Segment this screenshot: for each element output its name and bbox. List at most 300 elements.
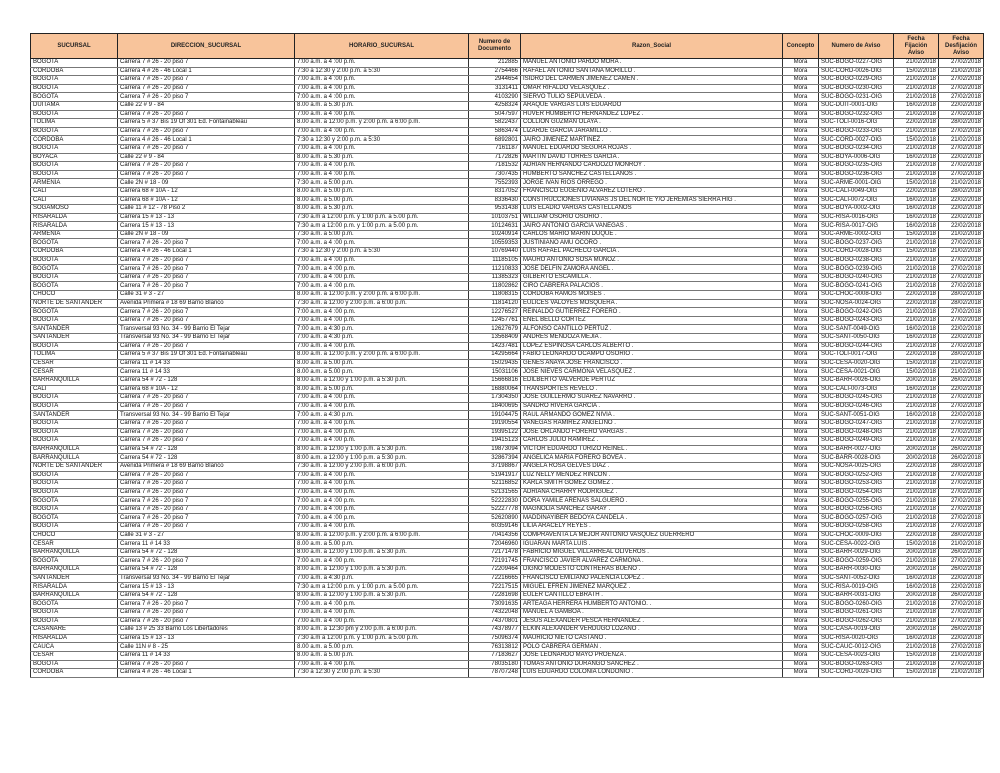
cell-razon-social[interactable]: JAIRO ANTONIO GARCIA VANEGAS . xyxy=(521,222,783,231)
cell-sucursal[interactable]: BOGOTA xyxy=(31,316,118,325)
cell-fecha-desfijacion[interactable]: 27/02/2018 xyxy=(939,523,984,532)
cell-numero-documento[interactable]: 18400695 xyxy=(469,402,521,411)
cell-horario-sucursal[interactable]: 7:00 a.m. a 4:30 p.m. xyxy=(295,325,469,334)
cell-sucursal[interactable]: RISARALDA xyxy=(31,213,118,222)
cell-fecha-desfijacion[interactable]: 27/02/2018 xyxy=(939,342,984,351)
cell-razon-social[interactable]: ARTEAGA HERRERA HUMBERTO ANTONIO. . xyxy=(521,600,783,609)
cell-numero-documento[interactable]: 4258324 xyxy=(469,101,521,110)
cell-numero-aviso[interactable]: SUC-CORD-0026-OIG xyxy=(819,67,894,76)
cell-numero-aviso[interactable]: SUC-BOGO-0241-OIG xyxy=(819,282,894,291)
cell-sucursal[interactable]: CESAR xyxy=(31,540,118,549)
cell-numero-aviso[interactable]: SUC-BARR-0030-OIG xyxy=(819,566,894,575)
cell-concepto[interactable]: Mora xyxy=(783,205,819,214)
cell-direccion-sucursal[interactable]: Carrera 7 # 26 - 20 piso 7 xyxy=(118,437,295,446)
cell-sucursal[interactable]: BARRANQUILLA xyxy=(31,376,118,385)
cell-fecha-desfijacion[interactable]: 22/02/2018 xyxy=(939,205,984,214)
cell-fecha-desfijacion[interactable]: 21/02/2018 xyxy=(939,368,984,377)
cell-direccion-sucursal[interactable]: Carrera 54 # 72 - 128 xyxy=(118,454,295,463)
cell-numero-documento[interactable]: 32867394 xyxy=(469,454,521,463)
cell-numero-documento[interactable]: 19395122 xyxy=(469,428,521,437)
cell-fecha-fijacion[interactable]: 21/02/2018 xyxy=(894,282,939,291)
cell-fecha-desfijacion[interactable]: 27/02/2018 xyxy=(939,273,984,282)
cell-numero-aviso[interactable]: SUC-BOGO-0229-OIG xyxy=(819,76,894,85)
cell-fecha-fijacion[interactable]: 16/02/2018 xyxy=(894,334,939,343)
cell-direccion-sucursal[interactable]: Carrera 7 # 26 - 20 piso 7 xyxy=(118,600,295,609)
cell-numero-documento[interactable]: 4103290 xyxy=(469,93,521,102)
cell-numero-aviso[interactable]: SUC-CORD-0029-OIG xyxy=(819,669,894,678)
cell-fecha-fijacion[interactable]: 16/02/2018 xyxy=(894,101,939,110)
cell-direccion-sucursal[interactable]: Carrera 54 # 72 - 128 xyxy=(118,591,295,600)
cell-fecha-desfijacion[interactable]: 22/02/2018 xyxy=(939,213,984,222)
cell-sucursal[interactable]: CORDOBA xyxy=(31,67,118,76)
cell-razon-social[interactable]: POLO CABRERA GERMAN . xyxy=(521,643,783,652)
column-header-concepto[interactable]: Concepto xyxy=(783,34,819,59)
cell-fecha-fijacion[interactable]: 21/02/2018 xyxy=(894,557,939,566)
cell-razon-social[interactable]: EULICES VALOYES MOSQUERA . xyxy=(521,299,783,308)
cell-razon-social[interactable]: JOSE GUILLERMO SUAREZ NAVARRO . xyxy=(521,394,783,403)
cell-numero-aviso[interactable]: SUC-CALI-0073-OIG xyxy=(819,385,894,394)
cell-sucursal[interactable]: BOGOTA xyxy=(31,609,118,618)
cell-numero-aviso[interactable]: SUC-BARR-0029-OIG xyxy=(819,548,894,557)
cell-numero-documento[interactable]: 19873094 xyxy=(469,445,521,454)
cell-concepto[interactable]: Mora xyxy=(783,162,819,171)
cell-horario-sucursal[interactable]: 7:00 a.m. a 4 :00 p.m. xyxy=(295,256,469,265)
cell-sucursal[interactable]: BOGOTA xyxy=(31,480,118,489)
cell-razon-social[interactable]: MAURICIO NIETO CASTAÑO . xyxy=(521,634,783,643)
cell-numero-documento[interactable]: 11802862 xyxy=(469,282,521,291)
cell-direccion-sucursal[interactable]: Carrera 5 # 37 Bis 19 Of 301 Ed. Fontainableau xyxy=(118,119,295,128)
cell-direccion-sucursal[interactable]: Carrera 68 # 10A - 12 xyxy=(118,187,295,196)
cell-fecha-fijacion[interactable]: 21/02/2018 xyxy=(894,643,939,652)
cell-fecha-desfijacion[interactable]: 26/02/2018 xyxy=(939,376,984,385)
cell-numero-aviso[interactable]: SUC-BOGO-0234-OIG xyxy=(819,144,894,153)
cell-fecha-desfijacion[interactable]: 28/02/2018 xyxy=(939,291,984,300)
cell-numero-aviso[interactable]: SUC-BOGO-0239-OIG xyxy=(819,265,894,274)
cell-concepto[interactable]: Mora xyxy=(783,583,819,592)
cell-fecha-fijacion[interactable]: 16/02/2018 xyxy=(894,213,939,222)
cell-sucursal[interactable]: RISARALDA xyxy=(31,222,118,231)
cell-direccion-sucursal[interactable]: Carrera 7 # 26 - 20 piso 7 xyxy=(118,471,295,480)
cell-fecha-fijacion[interactable]: 21/02/2018 xyxy=(894,480,939,489)
cell-fecha-fijacion[interactable]: 20/02/2018 xyxy=(894,445,939,454)
cell-sucursal[interactable]: BOGOTA xyxy=(31,144,118,153)
cell-numero-documento[interactable]: 11185105 xyxy=(469,256,521,265)
cell-sucursal[interactable]: BOGOTA xyxy=(31,617,118,626)
cell-numero-documento[interactable]: 72046960 xyxy=(469,540,521,549)
cell-direccion-sucursal[interactable]: Carrera 4 # 26 - 46 Local 1 xyxy=(118,67,295,76)
cell-fecha-desfijacion[interactable]: 22/02/2018 xyxy=(939,222,984,231)
cell-direccion-sucursal[interactable]: Carrera 7 # 26 - 20 piso 7 xyxy=(118,497,295,506)
cell-concepto[interactable]: Mora xyxy=(783,316,819,325)
cell-fecha-desfijacion[interactable]: 27/02/2018 xyxy=(939,239,984,248)
cell-fecha-desfijacion[interactable]: 22/02/2018 xyxy=(939,411,984,420)
cell-concepto[interactable]: Mora xyxy=(783,144,819,153)
cell-concepto[interactable]: Mora xyxy=(783,187,819,196)
cell-fecha-desfijacion[interactable]: 27/02/2018 xyxy=(939,600,984,609)
cell-direccion-sucursal[interactable]: Calle 2N # 18 - 09 xyxy=(118,179,295,188)
cell-horario-sucursal[interactable]: 7:00 a.m. a 4 :00 p.m. xyxy=(295,514,469,523)
cell-concepto[interactable]: Mora xyxy=(783,230,819,239)
cell-fecha-fijacion[interactable]: 15/02/2018 xyxy=(894,540,939,549)
cell-concepto[interactable]: Mora xyxy=(783,505,819,514)
cell-razon-social[interactable]: MANUEL EDUARDO SEGURA ROJAS . xyxy=(521,144,783,153)
cell-numero-aviso[interactable]: SUC-BOGO-0247-OIG xyxy=(819,419,894,428)
cell-razon-social[interactable]: LIZARDE GARCIA JARAMILLO . xyxy=(521,127,783,136)
cell-fecha-desfijacion[interactable]: 27/02/2018 xyxy=(939,316,984,325)
cell-razon-social[interactable]: HUMBERTO SANCHEZ CASTELLANOS . xyxy=(521,170,783,179)
cell-direccion-sucursal[interactable]: Carrera 7 # 26 - 20 piso 7 xyxy=(118,110,295,119)
cell-direccion-sucursal[interactable]: Carrera 54 # 72 - 128 xyxy=(118,376,295,385)
cell-concepto[interactable]: Mora xyxy=(783,609,819,618)
cell-fecha-fijacion[interactable]: 21/02/2018 xyxy=(894,660,939,669)
cell-concepto[interactable]: Mora xyxy=(783,480,819,489)
cell-fecha-desfijacion[interactable]: 26/02/2018 xyxy=(939,566,984,575)
cell-direccion-sucursal[interactable]: Calle 31 # 3 - 27 xyxy=(118,291,295,300)
cell-numero-documento[interactable]: 19104475 xyxy=(469,411,521,420)
cell-fecha-desfijacion[interactable]: 21/02/2018 xyxy=(939,669,984,678)
cell-sucursal[interactable]: RISARALDA xyxy=(31,583,118,592)
cell-sucursal[interactable]: BOGOTA xyxy=(31,342,118,351)
cell-numero-aviso[interactable]: SUC-BOGO-0256-OIG xyxy=(819,505,894,514)
cell-numero-aviso[interactable]: SUC-CORD-0028-OIG xyxy=(819,248,894,257)
cell-direccion-sucursal[interactable]: Transversal 93 No. 34 - 99 Barrio El Tejar xyxy=(118,574,295,583)
cell-fecha-desfijacion[interactable]: 27/02/2018 xyxy=(939,256,984,265)
cell-sucursal[interactable]: BOGOTA xyxy=(31,239,118,248)
cell-horario-sucursal[interactable]: 7:00 a.m. a 4 :00 p.m. xyxy=(295,162,469,171)
cell-concepto[interactable]: Mora xyxy=(783,282,819,291)
cell-horario-sucursal[interactable]: 8:00 a.m. a 12:00 y 1:00 p.m. a 5:30 p.m. xyxy=(295,566,469,575)
cell-concepto[interactable]: Mora xyxy=(783,308,819,317)
cell-numero-aviso[interactable]: SUC-CESA-0021-OIG xyxy=(819,368,894,377)
cell-numero-documento[interactable]: 77183627 xyxy=(469,651,521,660)
cell-sucursal[interactable]: BOGOTA xyxy=(31,93,118,102)
cell-numero-aviso[interactable]: SUC-BOGO-0233-OIG xyxy=(819,127,894,136)
cell-sucursal[interactable]: NORTE DE SANTANDER xyxy=(31,462,118,471)
cell-horario-sucursal[interactable]: 8:00 a.m. a 12:00 y 1:00 p.m. a 5:30 p.m. xyxy=(295,454,469,463)
cell-horario-sucursal[interactable]: 7:30 a.m a 12:00 p.m. y 1:00 p.m. a 5.00 p.m. xyxy=(295,583,469,592)
cell-numero-documento[interactable]: 74378977 xyxy=(469,626,521,635)
cell-direccion-sucursal[interactable]: Carrera 7 # 26 - 20 piso 7 xyxy=(118,84,295,93)
cell-sucursal[interactable]: BARRANQUILLA xyxy=(31,566,118,575)
cell-razon-social[interactable]: REINALDO GUTIERREZ FORERO . xyxy=(521,308,783,317)
cell-razon-social[interactable]: MAURO ANTONIO SOSA MUÑOZ . xyxy=(521,256,783,265)
cell-horario-sucursal[interactable]: 7:00 a.m. a 4 :00 p.m. xyxy=(295,59,469,68)
cell-concepto[interactable]: Mora xyxy=(783,265,819,274)
cell-direccion-sucursal[interactable]: Carrera 7 # 26 - 20 piso 7 xyxy=(118,523,295,532)
cell-numero-aviso[interactable]: SUC-SANT-0052-OIG xyxy=(819,574,894,583)
cell-fecha-desfijacion[interactable]: 27/02/2018 xyxy=(939,557,984,566)
cell-numero-documento[interactable]: 2754466 xyxy=(469,67,521,76)
cell-numero-aviso[interactable]: SUC-ARME-0002-OIG xyxy=(819,230,894,239)
cell-direccion-sucursal[interactable]: Carrera 7 # 26 - 20 piso 7 xyxy=(118,394,295,403)
cell-horario-sucursal[interactable]: 7:30 a.m. a 12:00 y 2:00 p.m. a 6:00 p.m. xyxy=(295,462,469,471)
cell-numero-aviso[interactable]: SUC-BOGO-0255-OIG xyxy=(819,497,894,506)
cell-numero-documento[interactable]: 12627679 xyxy=(469,325,521,334)
cell-numero-aviso[interactable]: SUC-BOYA-0006-OIG xyxy=(819,153,894,162)
cell-horario-sucursal[interactable]: 7:30 a.m a 12:00 p.m. y 1:00 p.m. a 5.00 p.m. xyxy=(295,213,469,222)
cell-numero-documento[interactable]: 212885 xyxy=(469,59,521,68)
cell-fecha-fijacion[interactable]: 21/02/2018 xyxy=(894,84,939,93)
cell-fecha-desfijacion[interactable]: 21/02/2018 xyxy=(939,540,984,549)
cell-concepto[interactable]: Mora xyxy=(783,531,819,540)
cell-razon-social[interactable]: JOSE DELFIN ZAMORA ANGEL . xyxy=(521,265,783,274)
cell-razon-social[interactable]: MAGNOLIA SANCHEZ GARAY . xyxy=(521,505,783,514)
cell-fecha-fijacion[interactable]: 20/02/2018 xyxy=(894,376,939,385)
cell-sucursal[interactable]: BARRANQUILLA xyxy=(31,454,118,463)
cell-numero-aviso[interactable]: SUC-BOGO-0238-OIG xyxy=(819,256,894,265)
cell-sucursal[interactable]: CORDOBA xyxy=(31,669,118,678)
cell-sucursal[interactable]: CORDOBA xyxy=(31,136,118,145)
cell-sucursal[interactable]: CALI xyxy=(31,385,118,394)
cell-sucursal[interactable]: NORTE DE SANTANDER xyxy=(31,299,118,308)
cell-razon-social[interactable]: MIGUEL EFREN JIMENEZ MARQUEZ . xyxy=(521,583,783,592)
cell-direccion-sucursal[interactable]: Carrera 7 # 26 - 20 piso 7 xyxy=(118,170,295,179)
cell-concepto[interactable]: Mora xyxy=(783,325,819,334)
cell-concepto[interactable]: Mora xyxy=(783,351,819,360)
cell-razon-social[interactable]: COMPRAVENTA LA MEJOR ANTONIO VASQUEZ GUERRERO xyxy=(521,531,783,540)
cell-direccion-sucursal[interactable]: Calle 11N # 8 - 25 xyxy=(118,643,295,652)
column-header-direccion-sucursal[interactable]: DIRECCION_SUCURSAL xyxy=(118,34,295,59)
cell-numero-documento[interactable]: 72216665 xyxy=(469,574,521,583)
cell-numero-aviso[interactable]: SUC-BOGO-0263-OIG xyxy=(819,660,894,669)
cell-razon-social[interactable]: CARLOS MARIO MARIN DUQUE . xyxy=(521,230,783,239)
cell-fecha-fijacion[interactable]: 21/02/2018 xyxy=(894,127,939,136)
cell-horario-sucursal[interactable]: 7:00 a.m. a 4 :00 p.m. xyxy=(295,505,469,514)
cell-numero-documento[interactable]: 5047597 xyxy=(469,110,521,119)
cell-numero-documento[interactable]: 19415123 xyxy=(469,437,521,446)
cell-horario-sucursal[interactable]: 7:00 a.m. a 4 :00 p.m. xyxy=(295,265,469,274)
cell-numero-aviso[interactable]: SUC-RISA-0020-OIG xyxy=(819,634,894,643)
cell-sucursal[interactable]: BOGOTA xyxy=(31,523,118,532)
cell-direccion-sucursal[interactable]: Calle 31 # 3 - 27 xyxy=(118,531,295,540)
cell-concepto[interactable]: Mora xyxy=(783,385,819,394)
cell-concepto[interactable]: Mora xyxy=(783,334,819,343)
cell-direccion-sucursal[interactable]: Carrera 11 # 14 33 xyxy=(118,368,295,377)
cell-razon-social[interactable]: CORDOBA RAMOS MOISES . xyxy=(521,291,783,300)
cell-razon-social[interactable]: TOMAS ANTONIO DURANGO SANCHEZ . xyxy=(521,660,783,669)
cell-razon-social[interactable]: ISIDRO DEL CARMEN JIMENEZ CAMEN . xyxy=(521,76,783,85)
cell-numero-aviso[interactable]: SUC-BOGO-0257-OIG xyxy=(819,514,894,523)
cell-sucursal[interactable]: TOLIMA xyxy=(31,119,118,128)
cell-direccion-sucursal[interactable]: Calle 22 # 9 - 84 xyxy=(118,153,295,162)
cell-direccion-sucursal[interactable]: Carrera 68 # 10A - 12 xyxy=(118,385,295,394)
cell-razon-social[interactable]: CIRO CABRERA PALACIOS . xyxy=(521,282,783,291)
cell-fecha-fijacion[interactable]: 15/02/2018 xyxy=(894,248,939,257)
cell-fecha-fijacion[interactable]: 15/02/2018 xyxy=(894,230,939,239)
cell-sucursal[interactable]: ARMENIA xyxy=(31,179,118,188)
cell-numero-documento[interactable]: 2944654 xyxy=(469,76,521,85)
cell-sucursal[interactable]: BOGOTA xyxy=(31,59,118,68)
cell-numero-aviso[interactable]: SUC-BOGO-0231-OIG xyxy=(819,93,894,102)
cell-fecha-fijacion[interactable]: 15/02/2018 xyxy=(894,359,939,368)
cell-direccion-sucursal[interactable]: Carrera 7 # 26 - 20 piso 7 xyxy=(118,273,295,282)
cell-numero-aviso[interactable]: SUC-BOGO-0245-OIG xyxy=(819,394,894,403)
cell-sucursal[interactable]: CASANARE xyxy=(31,626,118,635)
cell-razon-social[interactable]: FABIO LEONARDO OCAMPO OSORIO . xyxy=(521,351,783,360)
cell-direccion-sucursal[interactable]: Carrera 7 # 26 - 20 piso 7 xyxy=(118,617,295,626)
cell-numero-aviso[interactable]: SUC-BOGO-0254-OIG xyxy=(819,488,894,497)
cell-horario-sucursal[interactable]: 7:00 a.m. a 4 :00 p.m. xyxy=(295,609,469,618)
cell-fecha-fijacion[interactable]: 16/02/2018 xyxy=(894,196,939,205)
cell-numero-aviso[interactable]: SUC-BOGO-0243-OIG xyxy=(819,316,894,325)
cell-direccion-sucursal[interactable]: Carrera 7 # 26 - 20 piso 7 xyxy=(118,316,295,325)
cell-fecha-desfijacion[interactable]: 27/02/2018 xyxy=(939,419,984,428)
cell-numero-documento[interactable]: 76313812 xyxy=(469,643,521,652)
cell-direccion-sucursal[interactable]: Avenida Primera # 18 69 Barrio Blanco xyxy=(118,462,295,471)
cell-fecha-fijacion[interactable]: 22/02/2018 xyxy=(894,187,939,196)
cell-direccion-sucursal[interactable]: Carrera 11 # 14 33 xyxy=(118,651,295,660)
cell-sucursal[interactable]: BOGOTA xyxy=(31,488,118,497)
cell-concepto[interactable]: Mora xyxy=(783,376,819,385)
cell-sucursal[interactable]: CESAR xyxy=(31,359,118,368)
cell-sucursal[interactable]: BARRANQUILLA xyxy=(31,591,118,600)
cell-horario-sucursal[interactable]: 7:00 a.m. a 4 :00 p.m. xyxy=(295,308,469,317)
cell-horario-sucursal[interactable]: 7:00 a.m. a 4 :00 p.m. xyxy=(295,660,469,669)
cell-numero-aviso[interactable]: SUC-BARR-0026-OIG xyxy=(819,376,894,385)
cell-direccion-sucursal[interactable]: Carrera 15 # 13 - 13 xyxy=(118,583,295,592)
cell-numero-aviso[interactable]: SUC-BOGO-0236-OIG xyxy=(819,170,894,179)
cell-fecha-desfijacion[interactable]: 22/02/2018 xyxy=(939,385,984,394)
cell-sucursal[interactable]: BOGOTA xyxy=(31,402,118,411)
cell-numero-documento[interactable]: 75096374 xyxy=(469,634,521,643)
cell-horario-sucursal[interactable]: 7:00 a.m. a 4 :00 p.m. xyxy=(295,523,469,532)
cell-fecha-desfijacion[interactable]: 27/02/2018 xyxy=(939,428,984,437)
cell-numero-documento[interactable]: 72209464 xyxy=(469,566,521,575)
cell-concepto[interactable]: Mora xyxy=(783,101,819,110)
cell-fecha-desfijacion[interactable]: 21/02/2018 xyxy=(939,67,984,76)
cell-concepto[interactable]: Mora xyxy=(783,394,819,403)
cell-razon-social[interactable]: DIGNO MODESTO CONTRERAS BUENO . xyxy=(521,566,783,575)
cell-direccion-sucursal[interactable]: Avenida Primera # 18 69 Barrio Blanco xyxy=(118,299,295,308)
cell-fecha-fijacion[interactable]: 16/02/2018 xyxy=(894,634,939,643)
cell-razon-social[interactable]: RAFAEL ANTONIO SANTANA MORILLO . xyxy=(521,67,783,76)
cell-fecha-fijacion[interactable]: 21/02/2018 xyxy=(894,497,939,506)
cell-sucursal[interactable]: BOGOTA xyxy=(31,660,118,669)
cell-fecha-fijacion[interactable]: 16/02/2018 xyxy=(894,325,939,334)
cell-horario-sucursal[interactable]: 8:00 a.m. a 12:00 y 1:00 p.m. a 5:30 p.m. xyxy=(295,376,469,385)
cell-direccion-sucursal[interactable]: Transversal 93 No. 34 - 99 Barrio El Tejar xyxy=(118,411,295,420)
cell-fecha-desfijacion[interactable]: 27/02/2018 xyxy=(939,127,984,136)
cell-fecha-desfijacion[interactable]: 27/02/2018 xyxy=(939,505,984,514)
cell-direccion-sucursal[interactable]: Carrera 15 # 13 - 13 xyxy=(118,222,295,231)
cell-numero-documento[interactable]: 14237481 xyxy=(469,342,521,351)
cell-concepto[interactable]: Mora xyxy=(783,136,819,145)
cell-numero-aviso[interactable]: SUC-BOGO-0227-OIG xyxy=(819,59,894,68)
cell-fecha-desfijacion[interactable]: 22/02/2018 xyxy=(939,196,984,205)
cell-fecha-fijacion[interactable]: 16/02/2018 xyxy=(894,385,939,394)
cell-concepto[interactable]: Mora xyxy=(783,497,819,506)
cell-fecha-desfijacion[interactable]: 27/02/2018 xyxy=(939,394,984,403)
cell-sucursal[interactable]: SOGAMOSO xyxy=(31,205,118,214)
cell-numero-documento[interactable]: 52227778 xyxy=(469,505,521,514)
cell-razon-social[interactable]: FRANCISCO EMILIANO PALENCIA LOPEZ . xyxy=(521,574,783,583)
cell-fecha-desfijacion[interactable]: 27/02/2018 xyxy=(939,93,984,102)
cell-concepto[interactable]: Mora xyxy=(783,153,819,162)
cell-numero-aviso[interactable]: SUC-BOGO-0232-OIG xyxy=(819,110,894,119)
cell-fecha-fijacion[interactable]: 21/02/2018 xyxy=(894,617,939,626)
cell-razon-social[interactable]: ADRIAN HERNANDO CARDOZO MONROY . xyxy=(521,162,783,171)
cell-fecha-fijacion[interactable]: 22/02/2018 xyxy=(894,291,939,300)
cell-concepto[interactable]: Mora xyxy=(783,437,819,446)
cell-fecha-fijacion[interactable]: 22/02/2018 xyxy=(894,299,939,308)
cell-numero-documento[interactable]: 5863474 xyxy=(469,127,521,136)
cell-direccion-sucursal[interactable]: Carrera 68 # 10A - 12 xyxy=(118,196,295,205)
cell-numero-documento[interactable]: 52131565 xyxy=(469,488,521,497)
cell-direccion-sucursal[interactable]: Carrera 7 # 26 - 20 piso 7 xyxy=(118,660,295,669)
cell-concepto[interactable]: Mora xyxy=(783,557,819,566)
cell-sucursal[interactable]: CALI xyxy=(31,196,118,205)
cell-fecha-fijacion[interactable]: 15/02/2018 xyxy=(894,651,939,660)
cell-direccion-sucursal[interactable]: Carrera 11 # 14 33 xyxy=(118,540,295,549)
cell-direccion-sucursal[interactable]: Carrera 7 # 26 - 20 piso 7 xyxy=(118,557,295,566)
cell-fecha-fijacion[interactable]: 15/02/2018 xyxy=(894,136,939,145)
cell-numero-documento[interactable]: 11808315 xyxy=(469,291,521,300)
cell-direccion-sucursal[interactable]: Carrera 7 # 26 - 20 piso 7 xyxy=(118,144,295,153)
cell-sucursal[interactable]: RISARALDA xyxy=(31,634,118,643)
cell-razon-social[interactable]: ELKIN ALEXANDER VERDUGO LOZANO . xyxy=(521,626,783,635)
cell-fecha-desfijacion[interactable]: 22/02/2018 xyxy=(939,153,984,162)
cell-numero-aviso[interactable]: SUC-CESA-0023-OIG xyxy=(819,651,894,660)
cell-numero-aviso[interactable]: SUC-TOLI-0016-OIG xyxy=(819,119,894,128)
column-header-sucursal[interactable]: SUCURSAL xyxy=(31,34,118,59)
cell-direccion-sucursal[interactable]: Carrera 7 # 26 - 20 piso 7 xyxy=(118,480,295,489)
cell-fecha-desfijacion[interactable]: 28/02/2018 xyxy=(939,462,984,471)
cell-numero-aviso[interactable]: SUC-TOLI-0017-OIG xyxy=(819,351,894,360)
cell-concepto[interactable]: Mora xyxy=(783,643,819,652)
cell-sucursal[interactable]: BOGOTA xyxy=(31,428,118,437)
cell-sucursal[interactable]: BARRANQUILLA xyxy=(31,445,118,454)
cell-fecha-desfijacion[interactable]: 21/02/2018 xyxy=(939,179,984,188)
cell-concepto[interactable]: Mora xyxy=(783,600,819,609)
cell-razon-social[interactable]: MANUEL ANTONIO PARDO MORA . xyxy=(521,59,783,68)
cell-fecha-fijacion[interactable]: 21/02/2018 xyxy=(894,308,939,317)
cell-horario-sucursal[interactable]: 8.00 a.m. a 5.00 p.m. xyxy=(295,359,469,368)
cell-concepto[interactable]: Mora xyxy=(783,273,819,282)
cell-horario-sucursal[interactable]: 7:00 a.m. a 4 :00 p.m. xyxy=(295,419,469,428)
cell-direccion-sucursal[interactable]: Carrera 7 # 26 - 20 piso 7 xyxy=(118,419,295,428)
cell-numero-documento[interactable]: 15666816 xyxy=(469,376,521,385)
cell-numero-documento[interactable]: 10240914 xyxy=(469,230,521,239)
cell-concepto[interactable]: Mora xyxy=(783,548,819,557)
cell-horario-sucursal[interactable]: 7:30 a 12:30 y 2:00 p.m. a 5:30 xyxy=(295,67,469,76)
cell-numero-documento[interactable]: 7307435 xyxy=(469,170,521,179)
cell-razon-social[interactable]: ARAQUE VARGAS LUIS EDUARDO xyxy=(521,101,783,110)
cell-numero-documento[interactable]: 11210833 xyxy=(469,265,521,274)
cell-fecha-fijacion[interactable]: 22/02/2018 xyxy=(894,351,939,360)
cell-numero-aviso[interactable]: SUC-CASA-0019-OIG xyxy=(819,626,894,635)
cell-numero-aviso[interactable]: SUC-RISA-0017-OIG xyxy=(819,222,894,231)
cell-horario-sucursal[interactable]: 7:00 a.m. a 4 :00 p.m. xyxy=(295,480,469,489)
cell-concepto[interactable]: Mora xyxy=(783,411,819,420)
column-header-fecha-fijacion[interactable]: Fecha Fijación Aviso xyxy=(894,34,939,59)
cell-horario-sucursal[interactable]: 7:30 a 12:30 y 2:00 p.m. a 5:30 xyxy=(295,669,469,678)
cell-concepto[interactable]: Mora xyxy=(783,566,819,575)
cell-fecha-fijacion[interactable]: 21/02/2018 xyxy=(894,265,939,274)
cell-sucursal[interactable]: BOGOTA xyxy=(31,76,118,85)
cell-horario-sucursal[interactable]: 7:30 a.m. a 12:00 y 2:00 p.m. a 6:00 p.m. xyxy=(295,299,469,308)
cell-razon-social[interactable]: LILIA ARACELY REYES . xyxy=(521,523,783,532)
cell-fecha-desfijacion[interactable]: 21/02/2018 xyxy=(939,359,984,368)
cell-sucursal[interactable]: BARRANQUILLA xyxy=(31,548,118,557)
cell-fecha-desfijacion[interactable]: 27/02/2018 xyxy=(939,437,984,446)
cell-fecha-fijacion[interactable]: 15/02/2018 xyxy=(894,179,939,188)
cell-concepto[interactable]: Mora xyxy=(783,419,819,428)
cell-razon-social[interactable]: LUZ NELLY MENDEZ RINCON . xyxy=(521,471,783,480)
cell-sucursal[interactable]: BOGOTA xyxy=(31,308,118,317)
cell-razon-social[interactable]: GENES ANAYA JOSE FRANCISCO . xyxy=(521,359,783,368)
cell-fecha-desfijacion[interactable]: 27/02/2018 xyxy=(939,497,984,506)
cell-razon-social[interactable]: LOPEZ ESPINOSA CARLOS ALBERTO . xyxy=(521,342,783,351)
